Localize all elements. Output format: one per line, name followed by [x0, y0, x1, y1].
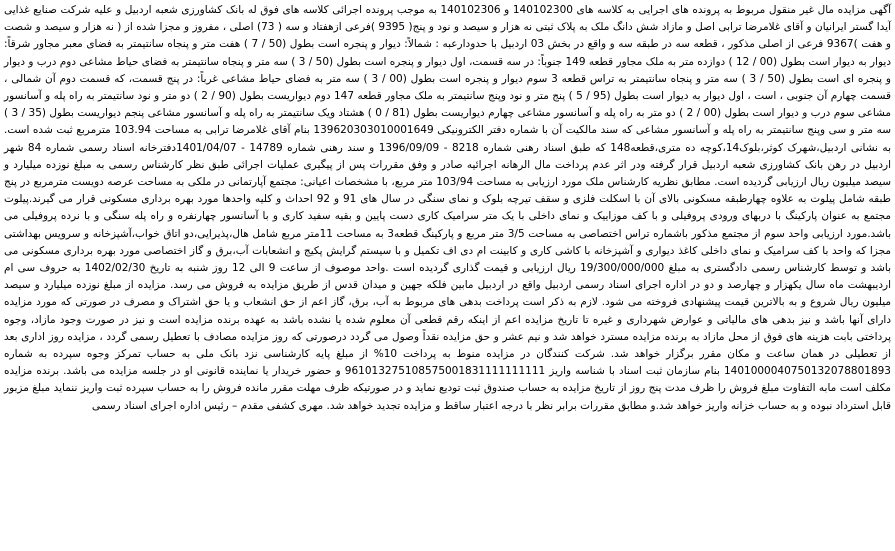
- notice-body-text: آگهی مزایده مال غیر منقول مربوط به پرونده های اجرایی به کلاسه های 140102300 و 140102306 به موجب پرونده اجرائی کلاسه های فوق له بانک کشاورزی شعبه اردبیل و علیه شرکت صنایع غذایی آیدا گستر ایرانیان و آقای غلامرضا ترابی اصل و مازاد شش دانگ ملک به پلاک ثبتی نه هزار و سیصد و نود و پنج( 9395 )فرعی ازهفتاد و سه ( 73) اصلی ، مفروز و مجزا شده از ( نه هزار و سیصد و شصت و هفت )9367 فرعی از اصلی مذکور ، قطعه سه در طبقه سه و واقع در بخش 03 اردبیل با حدودارعبه : شمالاً: دیوار و پنجره است بطول (50 / 7 ) هفت متر و پنجاه سانتیمتر به فضای معبر مجاور شرقاً: دیوار به دیوار است بطول (00 / 12 ) دوازده متر به ملک مجاور قطعه 149 جنوباً: در سه قسمت، اول دیوار و پنجره است بطول (50 / 3 ) سه متر و پنجاه سانتیمتر به فضای حیاط مشاعی دوم درب و دیوار و پنجره ای است بطول (50 / 3 ) سه متر و پنجاه سانتیمتر به تراس قطعه 3 سوم دیوار و پنجره است بطول (00 / 3 ) سه متر به فضای حیاط مشاعی غرباً: در پنج قسمت، که قسمت دوم آن شمالی ، قسمت چهارم آن جنوبی ، است ، اول دیوار به دیوار است بطول (95 / 5 ) پنج متر و نود وپنج سانتیمتر به ملک مجاور قطعه 147 دوم دیواریست بطول (90 / 2 ) دو متر و نود سانتیمتر به راه پله و آسانسور مشاعی سوم درب و دیوار است بطول (00 / 2 ) دو متر به راه پله و آسانسور مشاعی چهارم دیواریست بطول (81 / 0 ) هشتاد ویک سانتیمتر به راه پله و آسانسور مشاعی پنجم دیواریست بطول (35 / 3 ) سه متر و سی وپنج سانتیمتر به راه پله و آسانسور مشاعی که سند مالکیت آن با شماره دفتر الکترونیکی 139620303010001649 بنام آقای غلامرضا ترابی به مساحت 103.94 مترمربع ثبت شده است. به نشانی اردبیل،شهرک کوثر،بلوک14،کوچه ده متری،قطعه148 که طبق اسناد رهنی شماره 8218 - 1396/09/09 و سند رهنی شماره 14789 - 1401/04/07دفترخانه اسناد رسمی شماره 84 شهر اردبیل در رهن بانک کشاورزی شعبه اردبیل قرار گرفته ودر اثر عدم پرداخت مال الرهانه اجرائیه صادر و وفق مقررات پس از پیگیری عملیات اجرائی طبق نظر کارشناس رسمی به مبلغ نوزده میلیارد و سیصد میلیون ریال ارزیابی گردیده است. مطابق نظریه کارشناس ملک مورد ارزیابی به مساحت 103/94 متر مربع، با مشخصات اعیانی: مجتمع آپارتمانی در ملکی به مساحت عرصه دویست مترمربع در پنج طبقه شامل پیلوت به علاوه چهارطبقه مسکونی بالای آن با اسکلت فلزی و سقف تیرچه بلوک و نمای سنگی در سال های 91 و 92 احداث و کلیه واحدها مورد بهره برداری مسکونی قرار می گیرند.پیلوت مجتمع به عنوان پارکینگ با دربهای ورودی پروفیلی و با کف موزاییک و نمای داخلی با یک متر سرامیک کاری دست پایین و بقیه سفید کاری و با آسانسور چهارنفره و راه پله سنگی و با نرده پروفیلی می باشد.مورد ارزیابی واحد سوم از مجتمع مذکور باشماره تراس اختصاصی به مساحت 3/5 متر مربع و پارکینگ قطعه3 به مساحت 11متر مربع شامل هال،پذیرایی،دو اتاق خواب،آشپزخانه و سرویس بهداشتی مجزا که واحد با کف سرامیک و نمای داخلی کاغذ دیواری و آشپزخانه با کاشی کاری و کابینت ام دی اف تکمیل و با سیستم گرایش پکیج و انشعابات آب،برق و گاز اختصاصی مورد بهره برداری مسکونی می باشد و توسط کارشناس رسمی دادگستری به مبلغ 19/300/000/000 ریال ارزیابی و قیمت گذاری گردیده است .واحد موصوف از ساعت 9 الی 12 روز شنبه به تاریخ 1402/02/30 به حروف سی ام اردیبهشت ماه سال یکهزار و چهارصد و دو در اداره اجرای اسناد رسمی اردبیل واقع در اردبیل مابین فلکه جهین و میدان قدس از طریق مزایده به فروش می رسد. مزایده از مبلغ نوزده میلیارد و سیصد میلیون ریال شروع و به بالاترین قیمت پیشنهادی فروخته می شود. لازم به ذکر است پرداخت بدهی های مربوط به آب، برق، گاز اعم از حق انشعاب و یا حق اشتراک و مصرف در صورتی که مورد مزایده دارای آنها باشد و نیز بدهی های مالیاتی و عوارض شهرداری و غیره تا تاریخ مزایده اعم از اینکه رقم قطعی آن معلوم شده یا نشده باشد به عهده برنده مزایده است و نیز در صورت وجود مازاد، وجوه پرداختی بابت هزینه های فوق از محل مازاد به برنده مزایده مسترد خواهد شد و نیم عشر و حق مزایده نقداً وصول می گردد درصورتی که روز مزایده مصادف با تعطیل رسمی گردد ، مزایده روز اداری بعد از تعطیلی در همان ساعت و مکان مقرر برگزار خواهد شد. شرکت کنندگان در مزایده منوط به پرداخت 10% از مبلغ پایه کارشناسی نزد بانک ملی به حساب تمرکز وجوه سپرده به شماره 1401000040750132078801893 بنام سازمان ثبت اسناد با شناسه واریز 961013275108575001831111111111 و حضور خریدار یا نماینده قانونی او در جلسه مزایده می باشد. برنده مزایده مکلف است مابه التفاوت مبلغ فروش را ظرف مدت پنج روز از تاریخ مزایده به حساب صندوق ثبت تودیع نماید و در صورتیکه ظرف مهلت مقرر مانده فروش را به حساب سپرده ثبت واریز ننماید مبلغ مزبور قابل استرداد نبوده و به حساب خزانه واریز خواهد شد.و مطابق مقررات برابر نظر با درجه اعتبار ساقط و مزایده تجدید خواهد شد. مهری کشفی مقدم – رئیس اداره اجرای اسناد رسمی: [4, 4, 892, 412]
